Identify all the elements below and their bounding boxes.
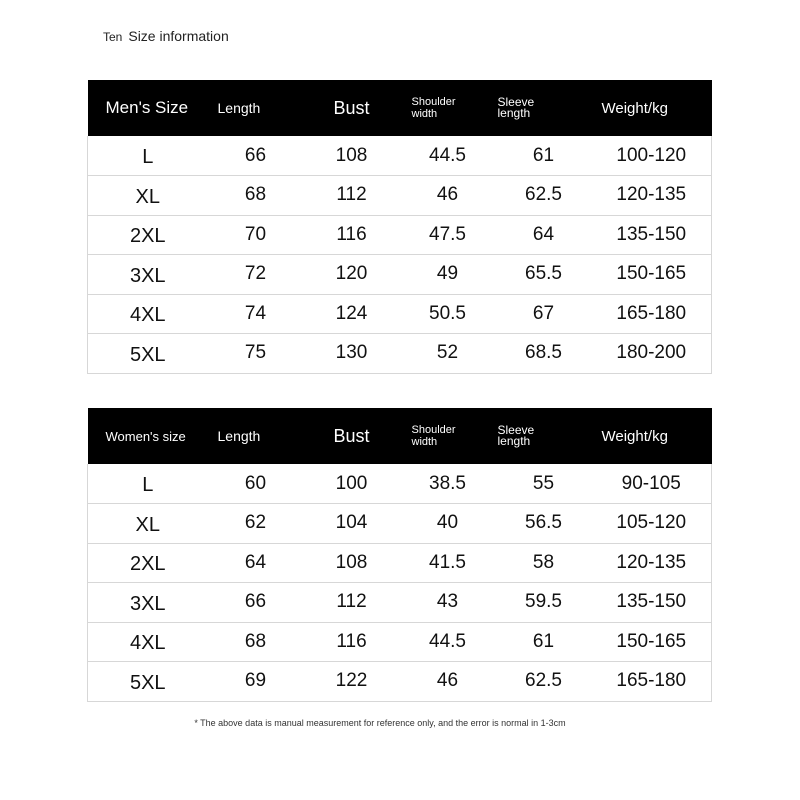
women-weight-cell: 90-105	[592, 464, 712, 504]
women-bust-cell: 104	[304, 504, 400, 544]
men-length-cell: 75	[208, 334, 304, 374]
women-shoulder-width-cell: 41.5	[400, 543, 496, 583]
page-header	[103, 28, 229, 44]
women-sleeve-header-line1: Sleeve	[497, 423, 535, 437]
men-weight-cell: 180-200	[592, 334, 712, 374]
men-table-row	[88, 255, 712, 295]
men-size-cell: 2XL	[88, 215, 208, 255]
men-table-body	[88, 136, 712, 373]
men-weight-cell: 165-180	[592, 294, 712, 334]
women-length-header: Length	[217, 428, 261, 444]
women-shoulder-width-cell: 43	[400, 583, 496, 623]
women-sleeve-header	[496, 408, 592, 464]
women-length-cell: 64	[208, 543, 304, 583]
men-length-cell: 74	[208, 294, 304, 334]
women-length-cell: 62	[208, 504, 304, 544]
women-sleeve-length-cell: 59.5	[496, 583, 592, 623]
men-size-header: Men's Size	[105, 98, 189, 117]
footnote: * The above data is manual measurement for reference only, and the error is normal in 1-3cm	[194, 718, 566, 728]
men-shoulder-width-cell: 49	[400, 255, 496, 295]
men-shoulder-width-cell: 52	[400, 334, 496, 374]
women-shoulder-header-line1: Shoulder	[411, 424, 456, 436]
women-sleeve-length-cell: 61	[496, 622, 592, 662]
women-table-row	[88, 583, 712, 623]
men-sleeve-length-cell: 61	[496, 136, 592, 176]
men-sleeve-length-cell: 68.5	[496, 334, 592, 374]
men-size-cell: 5XL	[88, 334, 208, 374]
men-shoulder-header-line1: Shoulder	[411, 96, 456, 108]
women-length-cell: 60	[208, 464, 304, 504]
women-sleeve-length-cell: 55	[496, 464, 592, 504]
men-sleeve-length-cell: 64	[496, 215, 592, 255]
women-weight-cell: 135-150	[592, 583, 712, 623]
women-size-cell: 4XL	[88, 622, 208, 662]
women-table-row	[88, 504, 712, 544]
women-header-row	[88, 408, 712, 464]
men-size-table	[87, 80, 712, 374]
women-size-table	[87, 408, 712, 702]
women-length-cell: 66	[208, 583, 304, 623]
men-sleeve-header-line1: Sleeve	[497, 95, 535, 109]
men-size-cell: 4XL	[88, 294, 208, 334]
men-shoulder-width-cell: 47.5	[400, 215, 496, 255]
men-bust-cell: 120	[304, 255, 400, 295]
women-table-row	[88, 464, 712, 504]
men-sleeve-length-cell: 67	[496, 294, 592, 334]
women-bust-cell: 108	[304, 543, 400, 583]
men-shoulder-width-cell: 44.5	[400, 136, 496, 176]
page-title: Size information	[128, 28, 229, 44]
women-bust-cell: 122	[304, 662, 400, 702]
men-size-cell: L	[88, 136, 208, 176]
women-size-cell: 3XL	[88, 583, 208, 623]
women-shoulder-width-cell: 44.5	[400, 622, 496, 662]
women-shoulder-header	[400, 408, 496, 464]
women-shoulder-width-cell: 40	[400, 504, 496, 544]
men-bust-cell: 124	[304, 294, 400, 334]
women-sleeve-length-cell: 56.5	[496, 504, 592, 544]
men-sleeve-length-cell: 62.5	[496, 176, 592, 216]
men-shoulder-header	[400, 80, 496, 136]
men-length-cell: 72	[208, 255, 304, 295]
women-sleeve-length-cell: 62.5	[496, 662, 592, 702]
women-table-body	[88, 464, 712, 701]
men-shoulder-width-cell: 46	[400, 176, 496, 216]
men-sleeve-header-line2: length	[497, 106, 531, 120]
women-sleeve-header-line2: length	[497, 434, 531, 448]
women-weight-cell: 165-180	[592, 662, 712, 702]
women-bust-cell: 116	[304, 622, 400, 662]
women-shoulder-header-line2: width	[411, 436, 438, 448]
women-bust-cell: 112	[304, 583, 400, 623]
women-table-row	[88, 622, 712, 662]
men-bust-header: Bust	[333, 97, 370, 118]
women-size-cell: XL	[88, 504, 208, 544]
men-weight-cell: 150-165	[592, 255, 712, 295]
women-size-cell: 5XL	[88, 662, 208, 702]
women-size-cell: L	[88, 464, 208, 504]
men-bust-cell: 130	[304, 334, 400, 374]
men-size-cell: XL	[88, 176, 208, 216]
women-length-cell: 68	[208, 622, 304, 662]
men-table-row	[88, 215, 712, 255]
women-bust-header: Bust	[333, 425, 370, 446]
men-weight-cell: 100-120	[592, 136, 712, 176]
women-length-cell: 69	[208, 662, 304, 702]
men-sleeve-length-cell: 65.5	[496, 255, 592, 295]
women-bust-cell: 100	[304, 464, 400, 504]
men-weight-cell: 135-150	[592, 215, 712, 255]
men-bust-cell: 108	[304, 136, 400, 176]
men-length-header: Length	[217, 100, 261, 116]
men-table-row	[88, 176, 712, 216]
women-weight-cell: 150-165	[592, 622, 712, 662]
women-sleeve-length-cell: 58	[496, 543, 592, 583]
men-bust-cell: 112	[304, 176, 400, 216]
men-shoulder-header-line2: width	[411, 108, 438, 120]
men-shoulder-width-cell: 50.5	[400, 294, 496, 334]
women-table-row	[88, 543, 712, 583]
women-size-header: Women's size	[105, 428, 186, 444]
men-length-cell: 66	[208, 136, 304, 176]
men-length-cell: 70	[208, 215, 304, 255]
men-bust-cell: 116	[304, 215, 400, 255]
women-weight-cell: 105-120	[592, 504, 712, 544]
women-weight-cell: 120-135	[592, 543, 712, 583]
men-header-row	[88, 80, 712, 136]
men-table-row	[88, 334, 712, 374]
men-table-row	[88, 136, 712, 176]
women-shoulder-width-cell: 38.5	[400, 464, 496, 504]
women-shoulder-width-cell: 46	[400, 662, 496, 702]
men-sleeve-header	[496, 80, 592, 136]
men-table-row	[88, 294, 712, 334]
header-prefix: Ten	[103, 30, 123, 44]
men-weight-cell: 120-135	[592, 176, 712, 216]
men-length-cell: 68	[208, 176, 304, 216]
women-table-row	[88, 662, 712, 702]
women-size-cell: 2XL	[88, 543, 208, 583]
men-weight-header: Weight/kg	[601, 99, 668, 117]
women-weight-header: Weight/kg	[601, 427, 668, 445]
men-size-cell: 3XL	[88, 255, 208, 295]
